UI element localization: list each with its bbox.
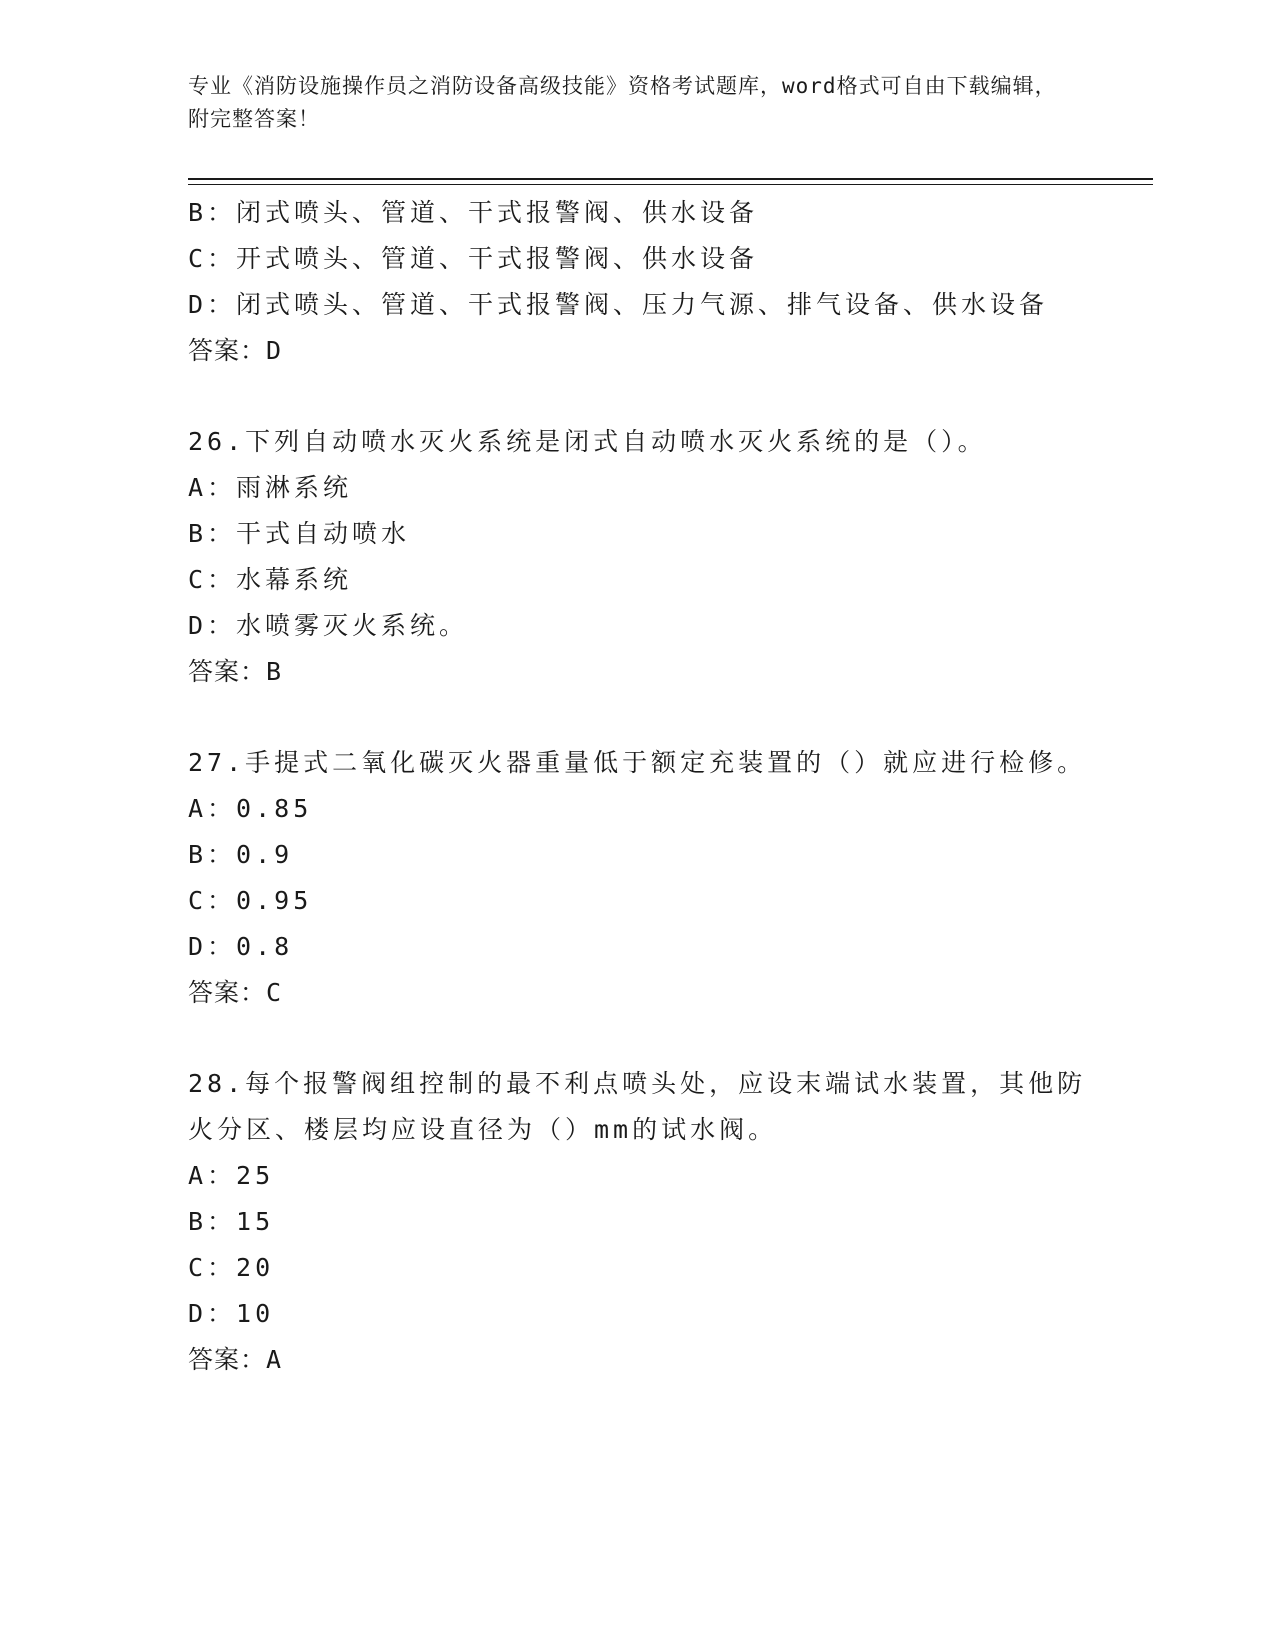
option-b: B：闭式喷头、管道、干式报警阀、供水设备: [188, 198, 759, 227]
option-c: C：水幕系统: [188, 565, 353, 594]
option-d: D：10: [188, 1299, 275, 1328]
option-b: B：0.9: [188, 840, 294, 869]
spacer: [188, 695, 1088, 740]
answer: 答案：A: [188, 1345, 283, 1374]
header-divider-thin: [188, 184, 1153, 185]
question-stem: 26.下列自动喷水灭火系统是闭式自动喷水灭火系统的是（）。: [188, 427, 987, 456]
option-b: B：15: [188, 1207, 275, 1236]
document-header: 专业《消防设施操作员之消防设备高级技能》资格考试题库，word格式可自由下载编辑，附完整答案！: [188, 74, 1057, 131]
header-divider-thick: [188, 178, 1153, 180]
option-b: B：干式自动喷水: [188, 519, 411, 548]
question-26: [188, 419, 1088, 695]
answer: 答案：B: [188, 657, 283, 686]
question-stem: 28.每个报警阀组控制的最不利点喷头处，应设末端试水装置，其他防火分区、楼层均应设直径为（）mm的试水阀。: [188, 1069, 1087, 1144]
option-a: A：25: [188, 1161, 275, 1190]
option-d: D：闭式喷头、管道、干式报警阀、压力气源、排气设备、供水设备: [188, 290, 1049, 319]
question-28: [188, 1061, 1088, 1383]
option-c: C：20: [188, 1253, 275, 1282]
question-27: [188, 740, 1088, 1016]
option-d: D：0.8: [188, 932, 294, 961]
answer: 答案：C: [188, 978, 283, 1007]
spacer: [188, 374, 1088, 419]
spacer: [188, 1016, 1088, 1061]
option-c: C：开式喷头、管道、干式报警阀、供水设备: [188, 244, 759, 273]
answer: 答案：D: [188, 336, 283, 365]
question-list: [188, 190, 1088, 1383]
option-c: C：0.95: [188, 886, 313, 915]
question-stem: 27.手提式二氧化碳灭火器重量低于额定充装置的（）就应进行检修。: [188, 748, 1087, 777]
question-25-continuation: [188, 190, 1088, 374]
option-a: A：雨淋系统: [188, 473, 353, 502]
option-d: D：水喷雾灭火系统。: [188, 611, 469, 640]
option-a: A：0.85: [188, 794, 313, 823]
